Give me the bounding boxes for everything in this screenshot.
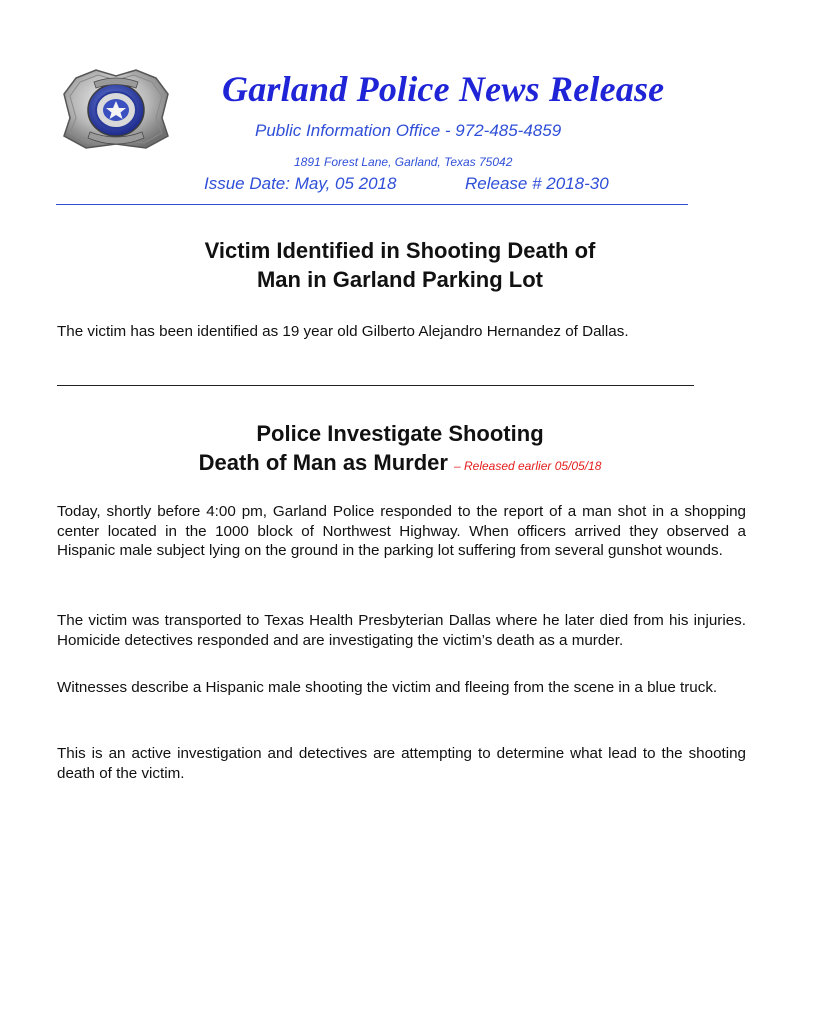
body-paragraph: Today, shortly before 4:00 pm, Garland Police responded to the report of a man shot in a shopping center located in the 1000 block of Northwest Highway. When officers arrived they observed a Hispanic male subject lying on the ground in the parking lot suffering from several gunshot wounds.: [57, 503, 746, 559]
original-headline-line1: Police Investigate Shooting: [256, 421, 544, 446]
police-badge-icon: [56, 66, 176, 152]
update-body: The victim has been identified as 19 year old Gilberto Alejandro Hernandez of Dallas.: [57, 323, 629, 340]
section-divider: [57, 385, 694, 386]
release-number: Release # 2018-30: [465, 174, 609, 193]
body-paragraph: The victim was transported to Texas Health Presbyterian Dallas where he later died from his injuries. Homicide detectives responded and are investigating the victim’s death as a murder.: [57, 612, 746, 649]
update-headline-line2: Man in Garland Parking Lot: [256, 267, 544, 292]
original-headline: [0, 419, 800, 481]
update-headline-line1: Victim Identified in Shooting Death of: [204, 238, 596, 263]
original-headline-line2: Death of Man as Murder: [198, 450, 448, 475]
office-address: 1891 Forest Lane, Garland, Texas 75042: [294, 155, 513, 169]
released-earlier-note: – Released earlier 05/05/18: [453, 459, 602, 473]
office-contact: Public Information Office - 972-485-4859: [255, 121, 562, 140]
update-headline: [0, 236, 800, 294]
header-divider: [56, 204, 688, 205]
issue-date: Issue Date: May, 05 2018: [204, 174, 397, 193]
release-title: Garland Police News Release: [222, 69, 665, 109]
original-headline-line2-wrap: [0, 448, 800, 481]
body-paragraph: This is an active investigation and detectives are attempting to determine what lead to the shooting death of the victim.: [57, 745, 746, 782]
body-paragraph: Witnesses describe a Hispanic male shooting the victim and fleeing from the scene in a blue truck.: [57, 679, 718, 696]
